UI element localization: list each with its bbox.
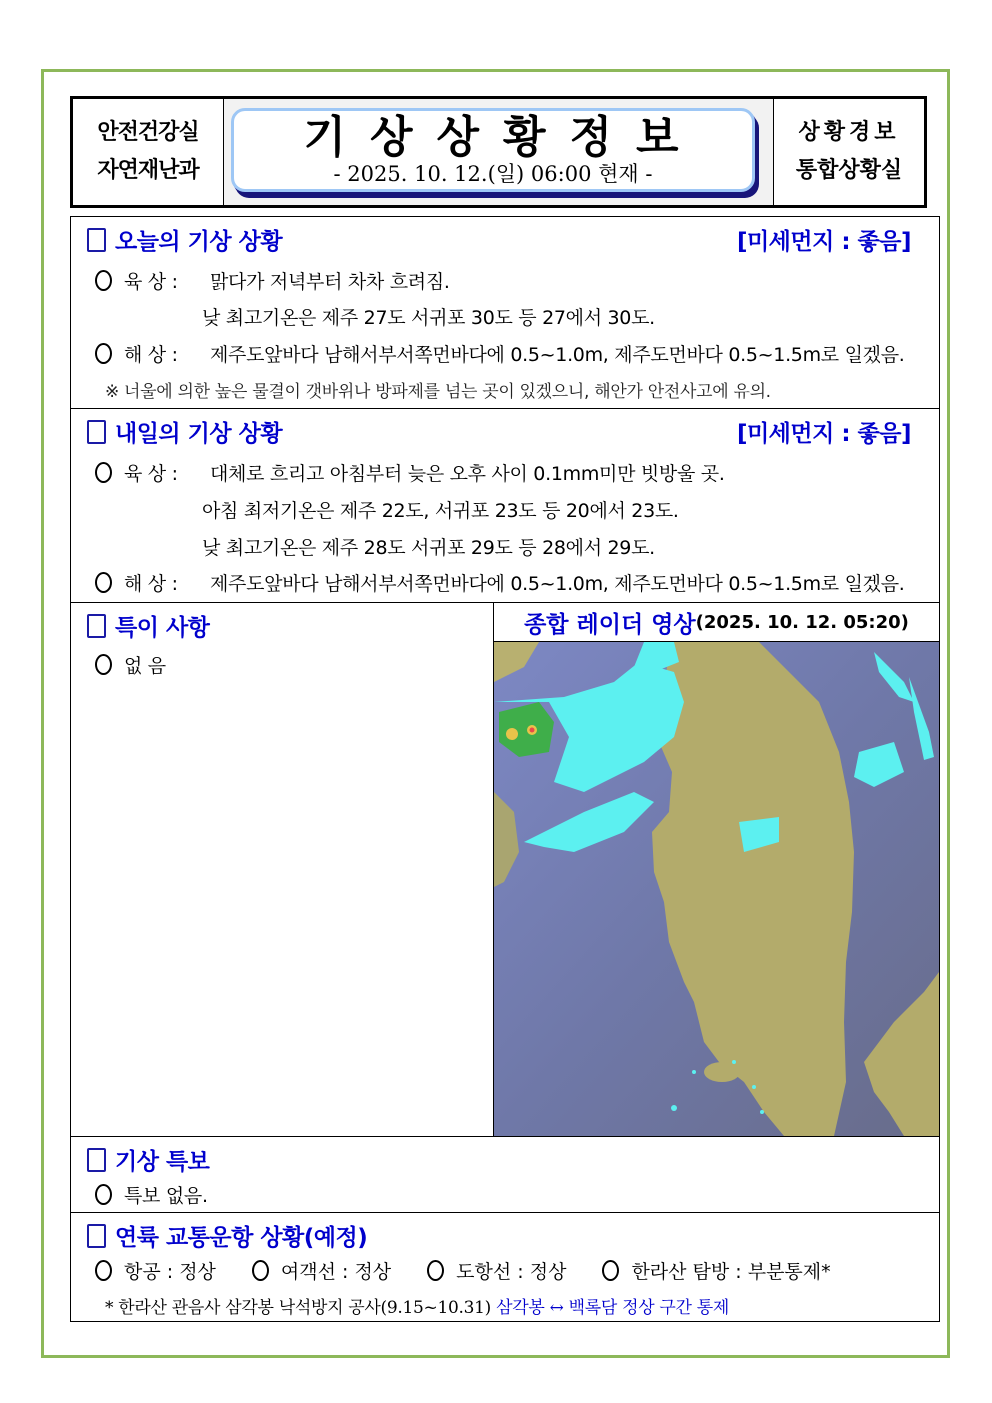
section-title: 내일의 기상 상황 [87, 415, 282, 448]
radar-title: 종합 레이더 영상 [524, 611, 696, 638]
bullet-circle-icon [95, 1184, 112, 1205]
bullet-circle-icon [95, 462, 112, 483]
title-cell [223, 99, 773, 205]
traffic-footnote: * 한라산 관음사 삼각봉 낙석방지 공사(9.15~10.31) 삼각봉 ↔ 백록담 정상 구간 통제 [105, 1298, 730, 1318]
checkbox-icon [87, 228, 106, 252]
land-forecast: 육 상 : 맑다가 저녁부터 차차 흐려짐. [95, 267, 450, 294]
traffic-island-ferry: 도항선 : 정상 [427, 1257, 566, 1284]
checkbox-icon [87, 420, 106, 444]
land-forecast-temp: 낮 최고기온은 제주 27도 서귀포 30도 등 27에서 30도. [202, 307, 655, 329]
sea-caution-note: ※ 너울에 의한 높은 물결이 갯바위나 방파제를 넘는 곳이 있겠으니, 해안가 안전사고에 유의. [105, 382, 771, 402]
document-date: - 2025. 10. 12.(일) 06:00 현재 - [333, 162, 653, 186]
office-line1: 상황경보 [798, 120, 900, 145]
document-header [70, 96, 927, 208]
checkbox-icon [87, 1148, 106, 1172]
section-title: 특이 사항 [87, 609, 209, 642]
document-title: 기상상황정보 [303, 112, 703, 163]
traffic-hallasan: 한라산 탐방 : 부분통제* [602, 1257, 830, 1284]
bullet-circle-icon [95, 343, 112, 364]
traffic-ferry: 여객선 : 정상 [252, 1257, 391, 1284]
radar-timestamp: (2025. 10. 12. 05:20) [695, 611, 909, 633]
section-traffic [71, 1213, 939, 1321]
office-block [773, 99, 924, 205]
office-line2: 통합상황실 [795, 158, 903, 183]
land-forecast-min-temp: 아침 최저기온은 제주 22도, 서귀포 23도 등 20에서 23도. [202, 500, 679, 522]
section-today [71, 217, 939, 409]
bullet-circle-icon [252, 1260, 269, 1281]
section-title: 기상 특보 [87, 1143, 209, 1176]
bullet-circle-icon [95, 1260, 112, 1281]
checkbox-icon [87, 614, 106, 638]
fine-dust-badge: [미세먼지 : 좋음] [736, 421, 911, 447]
special-item: 없 음 [95, 651, 166, 678]
radar-map-icon [494, 642, 939, 1136]
section-title: 오늘의 기상 상황 [87, 223, 282, 256]
land-forecast: 육 상 : 대체로 흐리고 아침부터 늦은 오후 사이 0.1mm미만 빗방울 곳. [95, 459, 725, 486]
sea-forecast: 해 상 : 제주도앞바다 남해서부서쪽먼바다에 0.5~1.0m, 제주도먼바다 0.5~1.5m로 일겠음. [95, 340, 905, 367]
bullet-circle-icon [427, 1260, 444, 1281]
report-table [70, 216, 940, 1322]
section-tomorrow [71, 409, 939, 603]
traffic-status-list [95, 1257, 831, 1284]
bullet-circle-icon [95, 270, 112, 291]
section-warnings [71, 1137, 939, 1213]
bullet-circle-icon [602, 1260, 619, 1281]
bullet-circle-icon [95, 654, 112, 675]
section-title: 연륙 교통운항 상황(예정) [87, 1219, 367, 1252]
bullet-circle-icon [95, 572, 112, 593]
department-line1: 안전건강실 [97, 120, 199, 145]
radar-header [494, 603, 939, 642]
warning-item: 특보 없음. [95, 1181, 208, 1208]
checkbox-icon [87, 1224, 106, 1248]
fine-dust-badge: [미세먼지 : 좋음] [736, 229, 911, 255]
traffic-air: 항공 : 정상 [95, 1257, 216, 1284]
department-line2: 자연재난과 [97, 158, 199, 183]
land-forecast-max-temp: 낮 최고기온은 제주 28도 서귀포 29도 등 28에서 29도. [202, 537, 655, 559]
radar-image [494, 642, 939, 1136]
title-box [231, 108, 755, 192]
sea-forecast: 해 상 : 제주도앞바다 남해서부서쪽먼바다에 0.5~1.0m, 제주도먼바다 0.5~1.5m로 일겠음. [95, 569, 905, 596]
department-block [73, 99, 223, 205]
